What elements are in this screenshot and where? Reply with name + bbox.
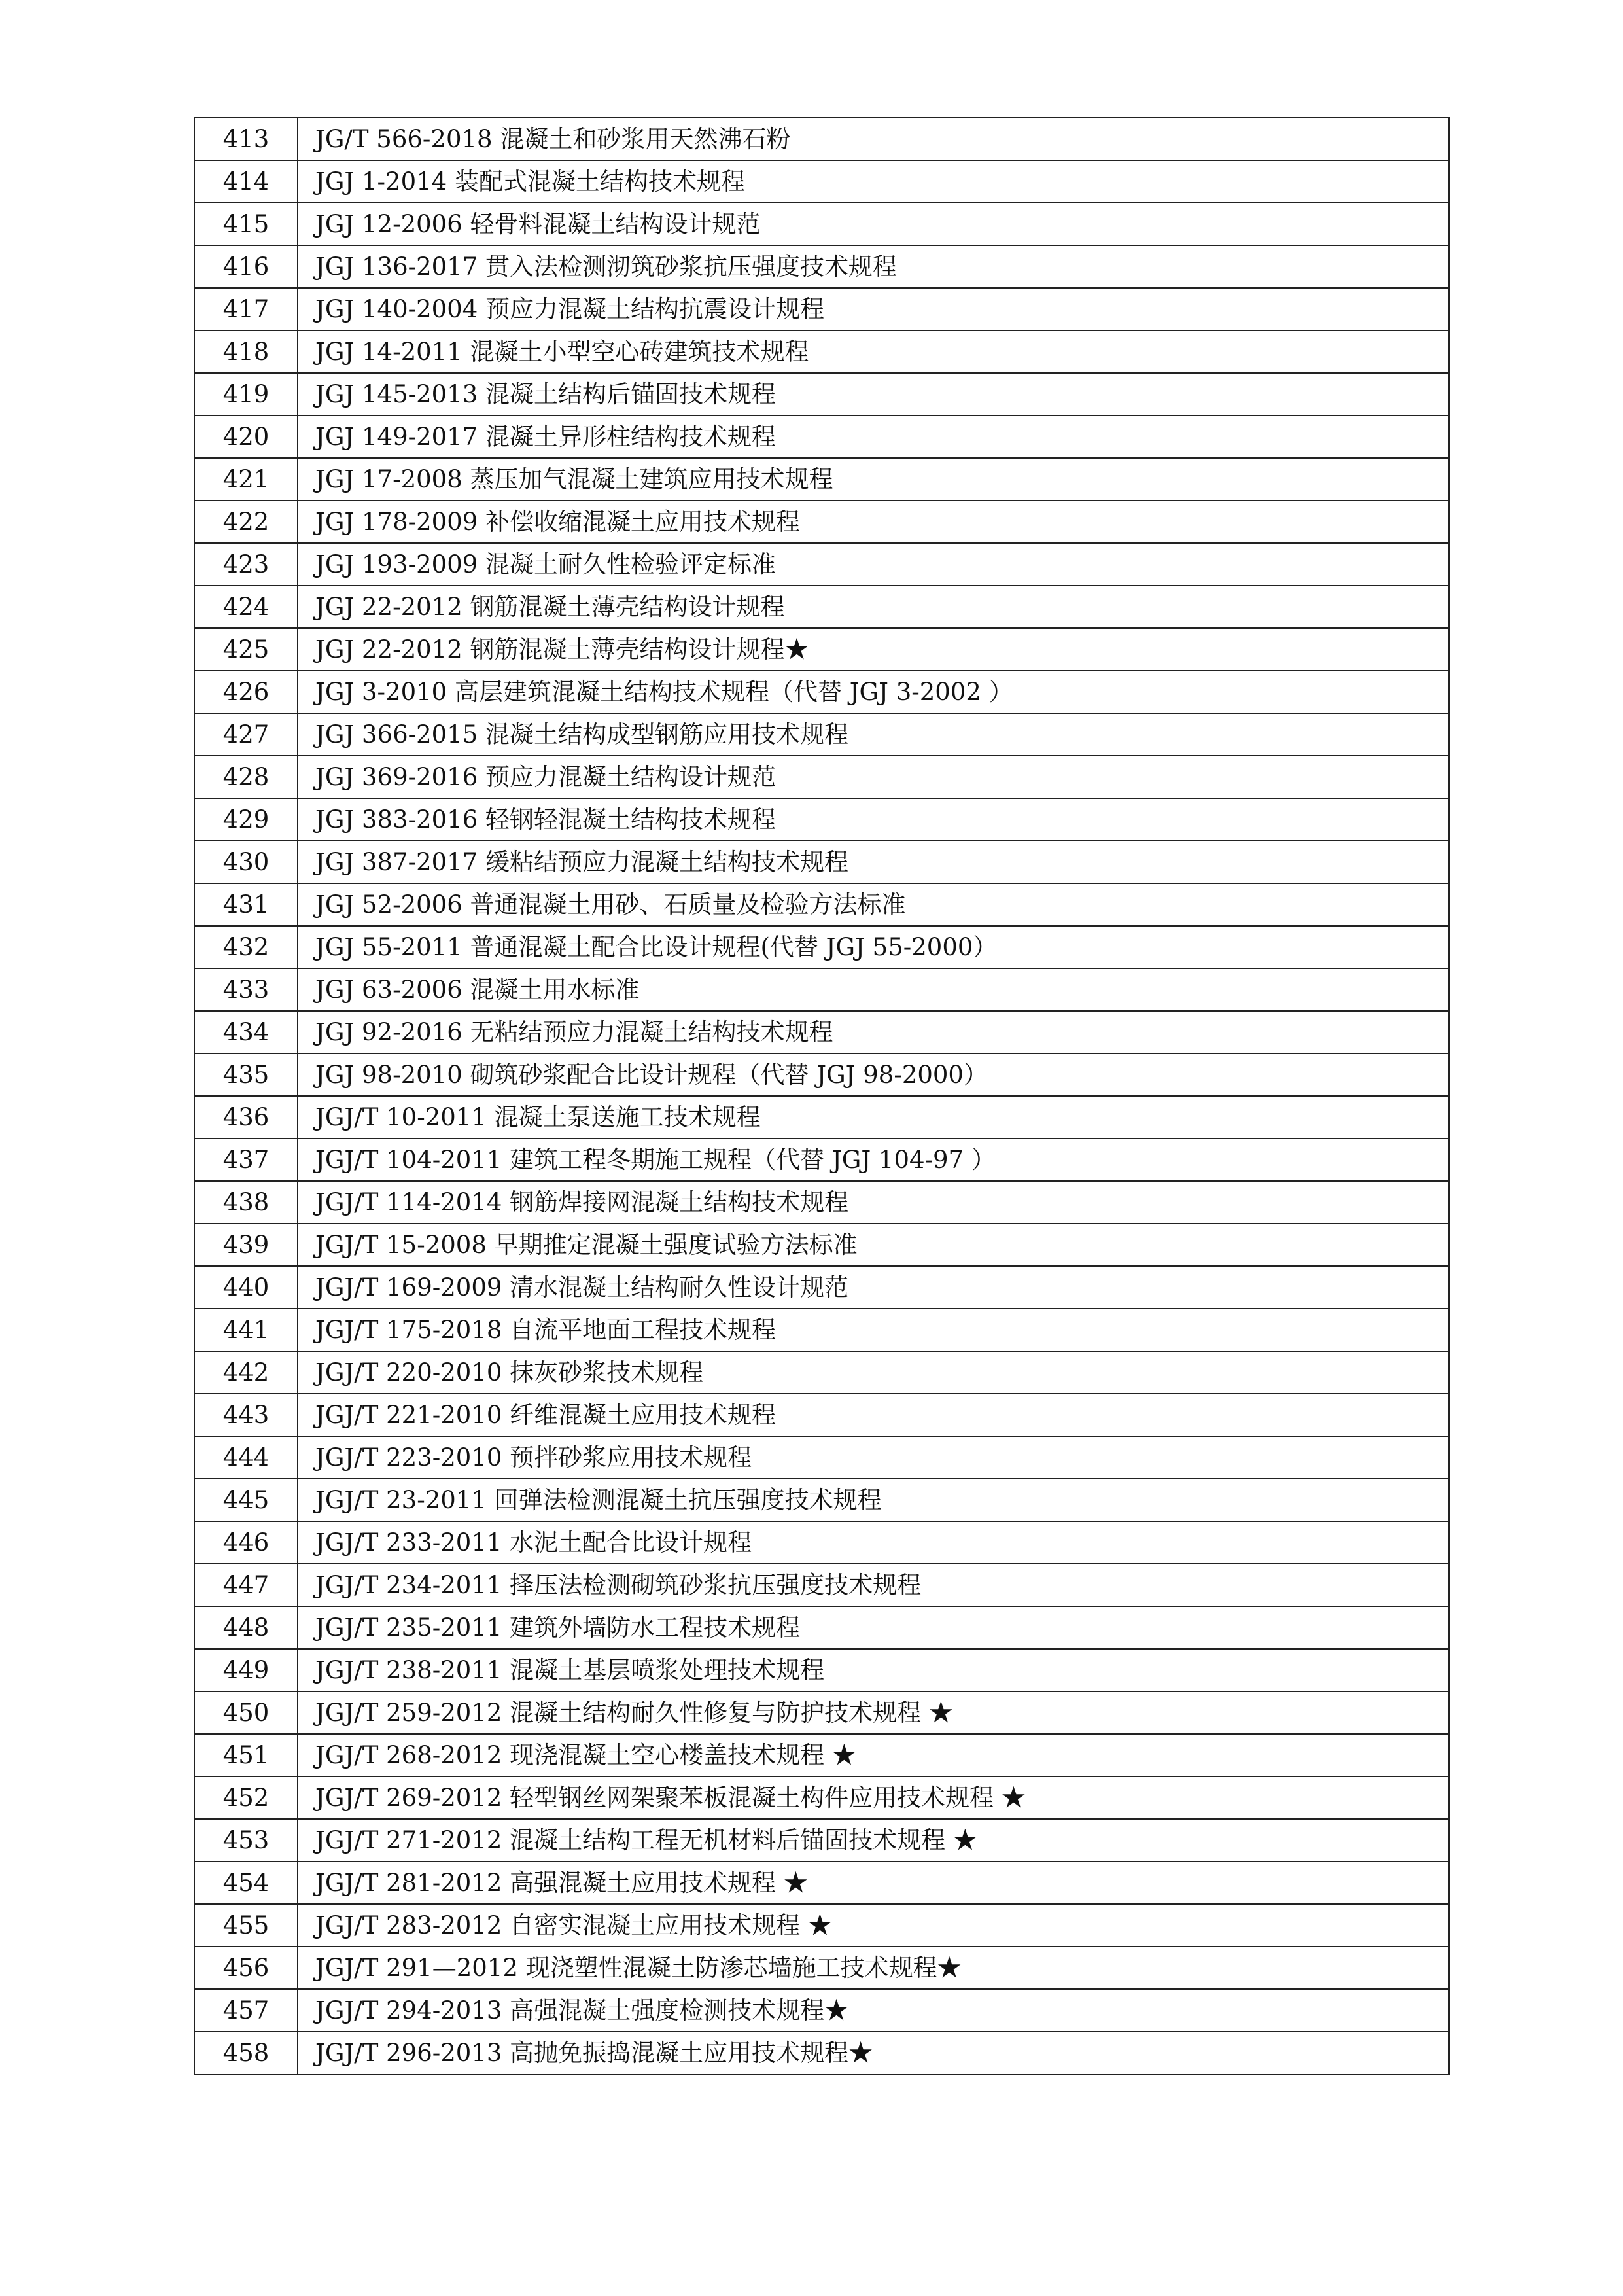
standard-title: JGJ 387-2017 缓粘结预应力混凝土结构技术规程 <box>298 841 1449 883</box>
row-number: 420 <box>194 415 298 458</box>
table-row <box>194 713 1449 756</box>
table-row <box>194 373 1449 415</box>
standard-title: JGJ/T 283-2012 自密实混凝土应用技术规程 ★ <box>298 1904 1449 1947</box>
table-row <box>194 458 1449 501</box>
standard-title: JGJ 63-2006 混凝土用水标准 <box>298 968 1449 1011</box>
standard-title: JGJ 52-2006 普通混凝土用砂、石质量及检验方法标准 <box>298 883 1449 926</box>
table-row <box>194 586 1449 628</box>
standard-title: JGJ 17-2008 蒸压加气混凝土建筑应用技术规程 <box>298 458 1449 501</box>
row-number: 436 <box>194 1096 298 1139</box>
table-row <box>194 841 1449 883</box>
row-number: 457 <box>194 1989 298 2032</box>
table-row <box>194 1351 1449 1394</box>
row-number: 446 <box>194 1521 298 1564</box>
standard-title: JGJ/T 294-2013 高强混凝土强度检测技术规程★ <box>298 1989 1449 2032</box>
table-row <box>194 798 1449 841</box>
table-row <box>194 926 1449 968</box>
row-number: 458 <box>194 2032 298 2074</box>
row-number: 430 <box>194 841 298 883</box>
table-row <box>194 1862 1449 1904</box>
standard-title: JGJ/T 169-2009 清水混凝土结构耐久性设计规范 <box>298 1266 1449 1309</box>
table-row <box>194 1436 1449 1479</box>
standard-title: JGJ/T 234-2011 择压法检测砌筑砂浆抗压强度技术规程 <box>298 1564 1449 1606</box>
table-row <box>194 1266 1449 1309</box>
standards-table <box>194 117 1450 2075</box>
standard-title: JGJ/T 259-2012 混凝土结构耐久性修复与防护技术规程 ★ <box>298 1691 1449 1734</box>
table-row <box>194 330 1449 373</box>
standard-title: JGJ 98-2010 砌筑砂浆配合比设计规程（代替 JGJ 98-2000） <box>298 1053 1449 1096</box>
table-row <box>194 1011 1449 1053</box>
row-number: 431 <box>194 883 298 926</box>
table-row <box>194 1904 1449 1947</box>
table-row <box>194 1691 1449 1734</box>
row-number: 422 <box>194 501 298 543</box>
row-number: 428 <box>194 756 298 798</box>
row-number: 437 <box>194 1139 298 1181</box>
table-row <box>194 1181 1449 1224</box>
table-row <box>194 628 1449 671</box>
table-row <box>194 415 1449 458</box>
table-row <box>194 1776 1449 1819</box>
standard-title: JGJ 383-2016 轻钢轻混凝土结构技术规程 <box>298 798 1449 841</box>
table-row <box>194 1947 1449 1989</box>
row-number: 418 <box>194 330 298 373</box>
table-row <box>194 1053 1449 1096</box>
row-number: 424 <box>194 586 298 628</box>
row-number: 454 <box>194 1862 298 1904</box>
standard-title: JGJ 193-2009 混凝土耐久性检验评定标准 <box>298 543 1449 586</box>
table-row <box>194 1394 1449 1436</box>
standard-title: JGJ/T 220-2010 抹灰砂浆技术规程 <box>298 1351 1449 1394</box>
table-row <box>194 1819 1449 1862</box>
standard-title: JGJ/T 235-2011 建筑外墙防水工程技术规程 <box>298 1606 1449 1649</box>
table-row <box>194 1989 1449 2032</box>
row-number: 421 <box>194 458 298 501</box>
standard-title: JGJ/T 10-2011 混凝土泵送施工技术规程 <box>298 1096 1449 1139</box>
row-number: 434 <box>194 1011 298 1053</box>
row-number: 441 <box>194 1309 298 1351</box>
row-number: 419 <box>194 373 298 415</box>
standard-title: JGJ 1-2014 装配式混凝土结构技术规程 <box>298 160 1449 203</box>
table-row <box>194 1139 1449 1181</box>
table-row <box>194 1096 1449 1139</box>
standard-title: JGJ 149-2017 混凝土异形柱结构技术规程 <box>298 415 1449 458</box>
row-number: 432 <box>194 926 298 968</box>
standard-title: JGJ/T 15-2008 早期推定混凝土强度试验方法标准 <box>298 1224 1449 1266</box>
standard-title: JGJ 14-2011 混凝土小型空心砖建筑技术规程 <box>298 330 1449 373</box>
row-number: 443 <box>194 1394 298 1436</box>
standard-title: JGJ/T 268-2012 现浇混凝土空心楼盖技术规程 ★ <box>298 1734 1449 1776</box>
standard-title: JGJ/T 281-2012 高强混凝土应用技术规程 ★ <box>298 1862 1449 1904</box>
table-row <box>194 1521 1449 1564</box>
standard-title: JGJ/T 233-2011 水泥土配合比设计规程 <box>298 1521 1449 1564</box>
standard-title: JG/T 566-2018 混凝土和砂浆用天然沸石粉 <box>298 118 1449 160</box>
table-row <box>194 1606 1449 1649</box>
row-number: 415 <box>194 203 298 245</box>
table-row <box>194 756 1449 798</box>
table-row <box>194 501 1449 543</box>
standard-title: JGJ/T 221-2010 纤维混凝土应用技术规程 <box>298 1394 1449 1436</box>
standard-title: JGJ/T 296-2013 高抛免振捣混凝土应用技术规程★ <box>298 2032 1449 2074</box>
row-number: 426 <box>194 671 298 713</box>
standards-table-body <box>194 118 1449 2074</box>
standard-title: JGJ 366-2015 混凝土结构成型钢筋应用技术规程 <box>298 713 1449 756</box>
table-row <box>194 1564 1449 1606</box>
row-number: 435 <box>194 1053 298 1096</box>
row-number: 425 <box>194 628 298 671</box>
table-row <box>194 160 1449 203</box>
standard-title: JGJ 140-2004 预应力混凝土结构抗震设计规程 <box>298 288 1449 330</box>
standard-title: JGJ 12-2006 轻骨料混凝土结构设计规范 <box>298 203 1449 245</box>
row-number: 445 <box>194 1479 298 1521</box>
standard-title: JGJ 3-2010 高层建筑混凝土结构技术规程（代替 JGJ 3-2002 ） <box>298 671 1449 713</box>
row-number: 423 <box>194 543 298 586</box>
standard-title: JGJ/T 23-2011 回弹法检测混凝土抗压强度技术规程 <box>298 1479 1449 1521</box>
row-number: 416 <box>194 245 298 288</box>
row-number: 433 <box>194 968 298 1011</box>
row-number: 414 <box>194 160 298 203</box>
standard-title: JGJ 369-2016 预应力混凝土结构设计规范 <box>298 756 1449 798</box>
table-row <box>194 1649 1449 1691</box>
table-row <box>194 288 1449 330</box>
row-number: 452 <box>194 1776 298 1819</box>
standard-title: JGJ 22-2012 钢筋混凝土薄壳结构设计规程★ <box>298 628 1449 671</box>
row-number: 450 <box>194 1691 298 1734</box>
table-row <box>194 671 1449 713</box>
row-number: 456 <box>194 1947 298 1989</box>
row-number: 451 <box>194 1734 298 1776</box>
standard-title: JGJ/T 271-2012 混凝土结构工程无机材料后锚固技术规程 ★ <box>298 1819 1449 1862</box>
standard-title: JGJ/T 238-2011 混凝土基层喷浆处理技术规程 <box>298 1649 1449 1691</box>
row-number: 442 <box>194 1351 298 1394</box>
row-number: 447 <box>194 1564 298 1606</box>
table-row <box>194 1224 1449 1266</box>
standard-title: JGJ/T 269-2012 轻型钢丝网架聚苯板混凝土构件应用技术规程 ★ <box>298 1776 1449 1819</box>
standard-title: JGJ/T 175-2018 自流平地面工程技术规程 <box>298 1309 1449 1351</box>
standard-title: JGJ/T 291—2012 现浇塑性混凝土防渗芯墙施工技术规程★ <box>298 1947 1449 1989</box>
standard-title: JGJ 55-2011 普通混凝土配合比设计规程(代替 JGJ 55-2000） <box>298 926 1449 968</box>
table-row <box>194 2032 1449 2074</box>
table-row <box>194 968 1449 1011</box>
standard-title: JGJ 22-2012 钢筋混凝土薄壳结构设计规程 <box>298 586 1449 628</box>
row-number: 449 <box>194 1649 298 1691</box>
row-number: 417 <box>194 288 298 330</box>
standard-title: JGJ 136-2017 贯入法检测沏筑砂浆抗压强度技术规程 <box>298 245 1449 288</box>
table-row <box>194 1734 1449 1776</box>
row-number: 413 <box>194 118 298 160</box>
standard-title: JGJ 145-2013 混凝土结构后锚固技术规程 <box>298 373 1449 415</box>
standard-title: JGJ/T 114-2014 钢筋焊接网混凝土结构技术规程 <box>298 1181 1449 1224</box>
row-number: 429 <box>194 798 298 841</box>
table-row <box>194 1309 1449 1351</box>
standard-title: JGJ 92-2016 无粘结预应力混凝土结构技术规程 <box>298 1011 1449 1053</box>
row-number: 427 <box>194 713 298 756</box>
row-number: 444 <box>194 1436 298 1479</box>
standard-title: JGJ/T 104-2011 建筑工程冬期施工规程（代替 JGJ 104-97 ） <box>298 1139 1449 1181</box>
table-row <box>194 543 1449 586</box>
row-number: 440 <box>194 1266 298 1309</box>
row-number: 455 <box>194 1904 298 1947</box>
table-row <box>194 883 1449 926</box>
row-number: 453 <box>194 1819 298 1862</box>
table-row <box>194 1479 1449 1521</box>
row-number: 438 <box>194 1181 298 1224</box>
row-number: 448 <box>194 1606 298 1649</box>
table-row <box>194 245 1449 288</box>
standard-title: JGJ 178-2009 补偿收缩混凝土应用技术规程 <box>298 501 1449 543</box>
standard-title: JGJ/T 223-2010 预拌砂浆应用技术规程 <box>298 1436 1449 1479</box>
row-number: 439 <box>194 1224 298 1266</box>
table-row <box>194 118 1449 160</box>
table-row <box>194 203 1449 245</box>
